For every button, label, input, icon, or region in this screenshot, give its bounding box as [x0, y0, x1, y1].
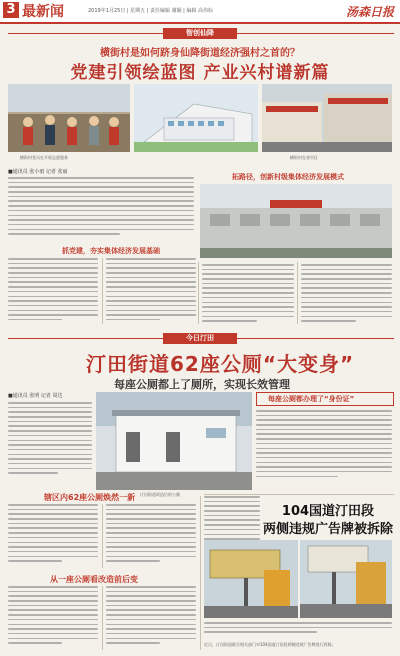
story1-subhead-2: 拓路径，创新村级集体经济发展模式 [232, 173, 344, 181]
column-rule [102, 504, 103, 568]
photo-volunteers [8, 84, 130, 152]
story1-intro-text [8, 177, 194, 239]
story1-body-col-1 [8, 258, 98, 324]
brand-logo: 汤森日报 [345, 5, 394, 19]
column-rule [297, 262, 298, 324]
story1-byline: ■通讯员 张小雨 记者 张丽 [8, 169, 68, 175]
story1-kicker: 横街村是如何跻身仙降街道经济强村之首的？ [100, 48, 300, 59]
photo-village-street [262, 84, 392, 152]
story2-subhead-box: 每座公厕都办理了“身份证” [268, 395, 355, 403]
story2-subhead-2: 从一座公厕看改造前后变 [50, 575, 138, 584]
story2-body-col-5 [106, 586, 196, 650]
column-rule [102, 586, 103, 650]
story2-subhead-1: 辖区内62座公厕焕然一新 [44, 493, 136, 502]
photo-caption: 汀田街道改造后的公厕 [140, 492, 180, 497]
photo-public-toilet [96, 392, 252, 490]
story2-body-col-2 [106, 504, 196, 568]
story3-caption-text [204, 622, 392, 638]
column-rule [102, 258, 103, 324]
story2-body-col-4 [8, 586, 98, 650]
section-tag: 智创仙降 [163, 28, 237, 39]
story2-right-text [256, 410, 392, 484]
story2-body-col-1 [8, 504, 98, 568]
story2-byline: ■通讯员 张明 记者 周达 [8, 393, 63, 399]
story2-deck: 每座公厕都上了厕所，实现长效管理 [114, 378, 290, 391]
photo-building-render [134, 84, 258, 152]
column-rule [198, 262, 199, 324]
story3-headline-2: 两侧违规广告牌被拆除 [262, 522, 393, 537]
story2-intro-text [8, 402, 92, 482]
divider [204, 494, 394, 495]
photo-billboard-removal-1 [204, 540, 298, 618]
photo-caption: 横街村党员在开展志愿服务 [20, 155, 68, 160]
story1-subhead-1: 抓党建，夯实集体经济发展基础 [62, 247, 160, 255]
section-tag: 今日汀田 [163, 333, 237, 344]
photo-billboard-removal-2 [300, 540, 392, 618]
story3-headline-1: 104国道汀田段 [281, 504, 375, 519]
story1-headline: 党建引领绘蓝图 产业兴村谱新篇 [70, 63, 330, 83]
photo-new-factory [200, 184, 392, 258]
story2-headline: 汀田街道62座公厕“大变身” [86, 352, 355, 376]
masthead [0, 0, 400, 24]
issue-meta: 2019年1月25日 | 星期五 | 责任编辑 谢颖 | 编辑 高伟标 [88, 8, 214, 14]
section-name: 最新闻 [22, 4, 64, 20]
column-rule [200, 496, 201, 650]
photo-caption: 横街村在省市区 [290, 155, 318, 160]
page-number: 3 [3, 2, 19, 18]
story1-body-col-3 [202, 264, 294, 324]
story1-body-col-2 [106, 258, 196, 324]
story3-caption: 近日，汀田街道联合相关部门对104国道汀田段两侧违规广告牌进行拆除。 [204, 642, 336, 647]
story1-body-col-4 [301, 264, 392, 324]
